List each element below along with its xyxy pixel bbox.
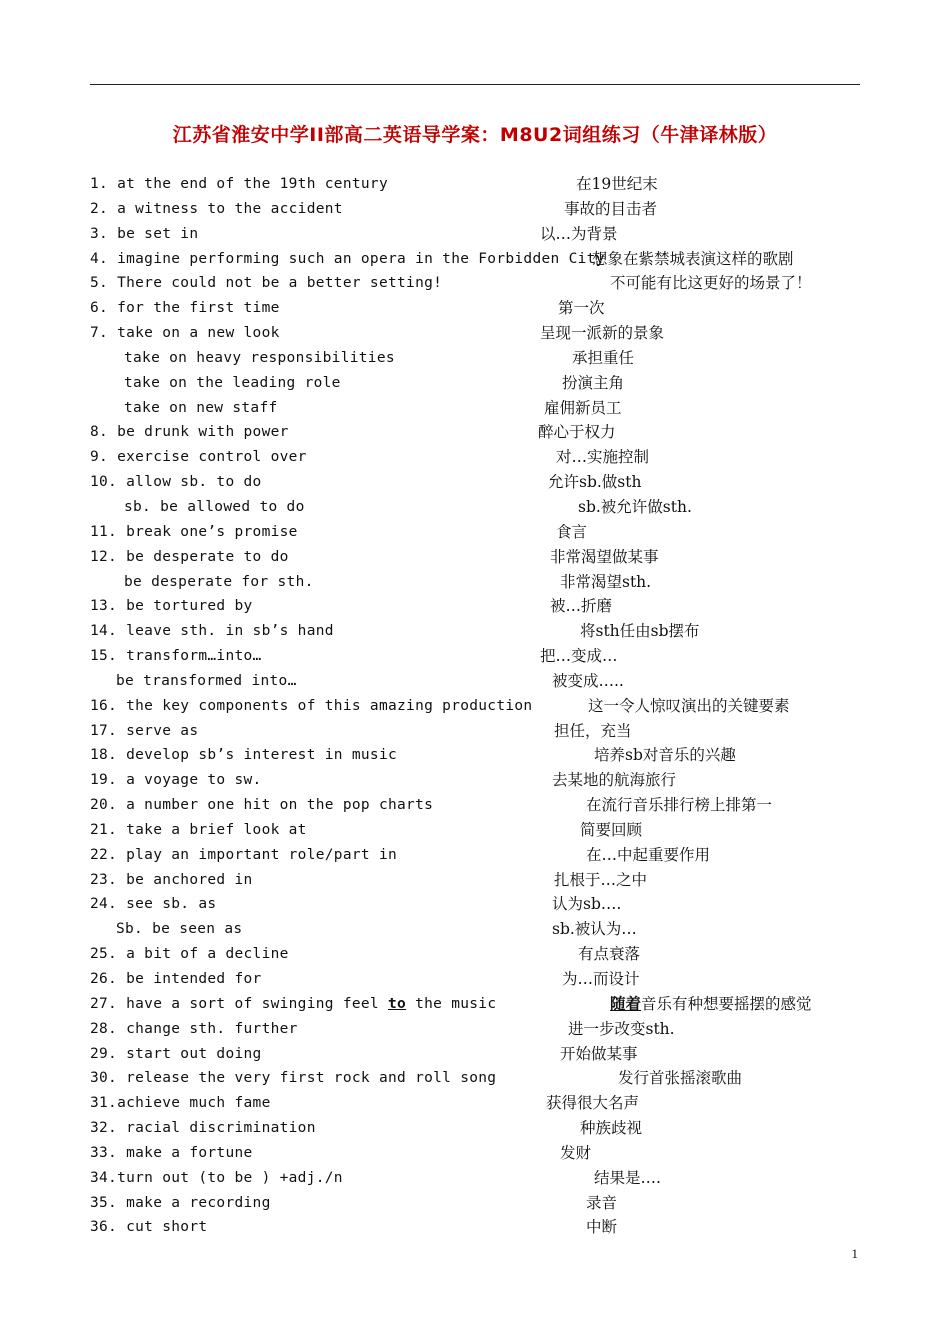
phrase-en: 36. cut short	[90, 1219, 208, 1236]
phrase-en: 5. There could not be a better setting!	[90, 275, 443, 292]
list-item	[0, 843, 950, 868]
list-item	[0, 470, 950, 495]
phrase-en: 25. a bit of a decline	[90, 946, 289, 963]
phrase-en: 17. serve as	[90, 722, 199, 739]
phrase-en: 9. exercise control over	[90, 449, 307, 466]
list-item	[0, 743, 950, 768]
phrase-zh: 在19世纪末	[576, 175, 658, 193]
phrase-en: take on heavy responsibilities	[124, 349, 395, 366]
list-item	[0, 669, 950, 694]
list-item	[0, 247, 950, 272]
list-item	[0, 545, 950, 570]
phrase-zh: 担任，充当	[554, 721, 632, 740]
list-item	[0, 1042, 950, 1067]
phrase-zh: 有点衰落	[578, 945, 641, 964]
list-item	[0, 1116, 950, 1141]
phrase-en: 34.turn out (to be ) +adj./n	[90, 1169, 343, 1186]
underlined-word: 随着	[610, 993, 642, 1013]
phrase-en: 31.achieve much fame	[90, 1095, 271, 1112]
list-item	[0, 868, 950, 893]
phrase-en: 32. racial discrimination	[90, 1120, 316, 1137]
phrase-zh: 发财	[560, 1143, 592, 1162]
phrase-en: 11. break one’s promise	[90, 523, 298, 540]
phrase-en: 22. play an important role/part in	[90, 846, 398, 863]
list-item	[0, 371, 950, 396]
list-item	[0, 296, 950, 321]
phrase-zh: sb.被认为…	[552, 920, 637, 939]
document-title: 江苏省淮安中学II部高二英语导学案：M8U2词组练习（牛津译林版）	[172, 124, 778, 146]
list-item	[0, 172, 950, 197]
phrase-en: 21. take a brief look at	[90, 821, 307, 838]
list-item	[0, 197, 950, 222]
phrase-zh: 在流行音乐排行榜上排第一	[586, 796, 773, 815]
phrase-en: 19. a voyage to sw.	[90, 772, 262, 789]
phrase-zh: 第一次	[558, 299, 605, 318]
phrase-en	[90, 992, 496, 1017]
list-item	[0, 1141, 950, 1166]
phrase-en: 23. be anchored in	[90, 871, 253, 888]
phrase-en: Sb. be seen as	[116, 921, 243, 938]
phrase-en: 7. take on a new look	[90, 325, 280, 342]
list-item	[0, 222, 950, 247]
phrase-en: be transformed into…	[116, 672, 297, 689]
list-item	[0, 768, 950, 793]
phrase-zh: 雇佣新员工	[544, 398, 622, 417]
list-item	[0, 1215, 950, 1240]
phrase-zh: 获得很大名声	[546, 1094, 640, 1113]
phrase-en: 24. see sb. as	[90, 896, 217, 913]
list-item	[0, 1166, 950, 1191]
phrase-zh: 把…变成…	[540, 647, 618, 666]
phrase-en: 2. a witness to the accident	[90, 200, 343, 217]
phrase-en: 14. leave sth. in sb’s hand	[90, 623, 334, 640]
phrase-zh: 为…而设计	[562, 970, 640, 988]
list-item	[0, 793, 950, 818]
phrase-zh: 扎根于…之中	[554, 870, 648, 889]
phrase-zh: 扮演主角	[562, 373, 625, 392]
phrase-zh: 去某地的航海旅行	[552, 771, 677, 790]
phrase-zh: 这一令人惊叹演出的关键要素	[588, 696, 790, 715]
phrase-zh: 中断	[586, 1218, 618, 1237]
phrase-zh: 进一步改变sth.	[568, 1019, 675, 1038]
phrase-en: 35. make a recording	[90, 1194, 271, 1211]
phrase-en: 1. at the end of the 19th century	[90, 176, 388, 192]
list-item	[0, 644, 950, 669]
list-item	[0, 1191, 950, 1216]
phrase-en: 33. make a fortune	[90, 1144, 253, 1161]
phrase-en: take on the leading role	[124, 374, 341, 391]
phrase-zh: 事故的目击者	[564, 199, 658, 218]
phrase-en: sb. be allowed to do	[124, 498, 305, 515]
list-item	[0, 967, 950, 992]
list-item	[0, 917, 950, 942]
phrase-en: 15. transform…into…	[90, 648, 262, 665]
list-item	[0, 495, 950, 520]
list-item	[0, 520, 950, 545]
phrase-zh: 录音	[586, 1193, 618, 1212]
phrase-en: 30. release the very first rock and roll song	[90, 1070, 497, 1087]
phrase-en: 3. be set in	[90, 225, 199, 242]
phrase-en: be desperate for sth.	[124, 573, 314, 590]
phrase-zh: 想象在紫禁城表演这样的歌剧	[592, 249, 794, 268]
phrase-zh: 在…中起重要作用	[586, 845, 711, 864]
phrase-zh: 食言	[556, 522, 588, 541]
list-item	[0, 594, 950, 619]
phrase-en: take on new staff	[124, 399, 278, 416]
list-item	[0, 619, 950, 644]
phrase-zh: 培养sb对音乐的兴趣	[594, 746, 736, 765]
phrase-zh: 承担重任	[572, 348, 635, 367]
list-item	[0, 1091, 950, 1116]
list-item	[0, 321, 950, 346]
phrase-en: 29. start out doing	[90, 1045, 262, 1062]
list-item	[0, 346, 950, 371]
phrase-en: 20. a number one hit on the pop charts	[90, 797, 434, 814]
phrase-zh: 种族歧视	[580, 1119, 643, 1138]
phrase-en: 8. be drunk with power	[90, 424, 289, 441]
list-item	[0, 992, 950, 1017]
phrase-zh: 非常渴望做某事	[550, 547, 659, 566]
list-item	[0, 818, 950, 843]
phrase-zh: 不可能有比这更好的场景了！	[610, 274, 812, 293]
list-item	[0, 271, 950, 296]
phrase-en: 13. be tortured by	[90, 598, 253, 615]
list-item	[0, 570, 950, 595]
phrase-zh-rest: 音乐有种想要摇摆的感觉	[641, 994, 812, 1013]
phrase-zh: 对…实施控制	[556, 448, 650, 467]
list-item	[0, 892, 950, 917]
list-item	[0, 420, 950, 445]
phrase-zh: 以…为背景	[540, 224, 618, 243]
list-item	[0, 445, 950, 470]
phrase-list	[0, 172, 950, 1240]
phrase-en: 28. change sth. further	[90, 1020, 298, 1037]
list-item	[0, 396, 950, 421]
list-item	[0, 1017, 950, 1042]
phrase-en: 26. be intended for	[90, 971, 262, 987]
phrase-zh: 结果是….	[594, 1168, 661, 1187]
list-item	[0, 719, 950, 744]
phrase-zh: 发行首张摇滚歌曲	[618, 1069, 743, 1088]
phrase-zh: 将sth任由sb摆布	[580, 622, 700, 641]
phrase-en: 12. be desperate to do	[90, 548, 289, 565]
phrase-zh: 简要回顾	[580, 820, 643, 839]
underlined-word: to	[387, 995, 407, 1012]
phrase-zh: sb.被允许做sth.	[578, 497, 692, 516]
phrase-zh: 被…折磨	[550, 597, 613, 616]
page-number: 1	[851, 1246, 858, 1261]
phrase-en: 10. allow sb. to do	[90, 474, 262, 491]
list-item	[0, 694, 950, 719]
phrase-zh: 非常渴望sth.	[560, 572, 652, 591]
phrase-zh	[610, 992, 812, 1017]
phrase-zh: 认为sb….	[552, 895, 622, 914]
list-item	[0, 1066, 950, 1091]
list-item	[0, 942, 950, 967]
phrase-zh: 醉心于权力	[538, 423, 616, 442]
phrase-en: 4. imagine performing such an opera in the Forbidden City	[90, 250, 605, 267]
phrase-zh: 允许sb.做sth	[548, 473, 642, 492]
phrase-zh: 呈现一派新的景象	[540, 324, 665, 343]
phrase-en: 18. develop sb’s interest in music	[90, 747, 398, 764]
phrase-en: 16. the key components of this amazing production	[90, 697, 533, 714]
phrase-en-end: the music	[406, 995, 497, 1012]
phrase-zh: 开始做某事	[560, 1044, 638, 1063]
header-rule	[90, 84, 860, 85]
phrase-en: 6. for the first time	[90, 300, 280, 317]
phrase-en-start: 27. have a sort of swinging feel	[90, 995, 388, 1012]
phrase-zh: 被变成…..	[552, 671, 624, 690]
